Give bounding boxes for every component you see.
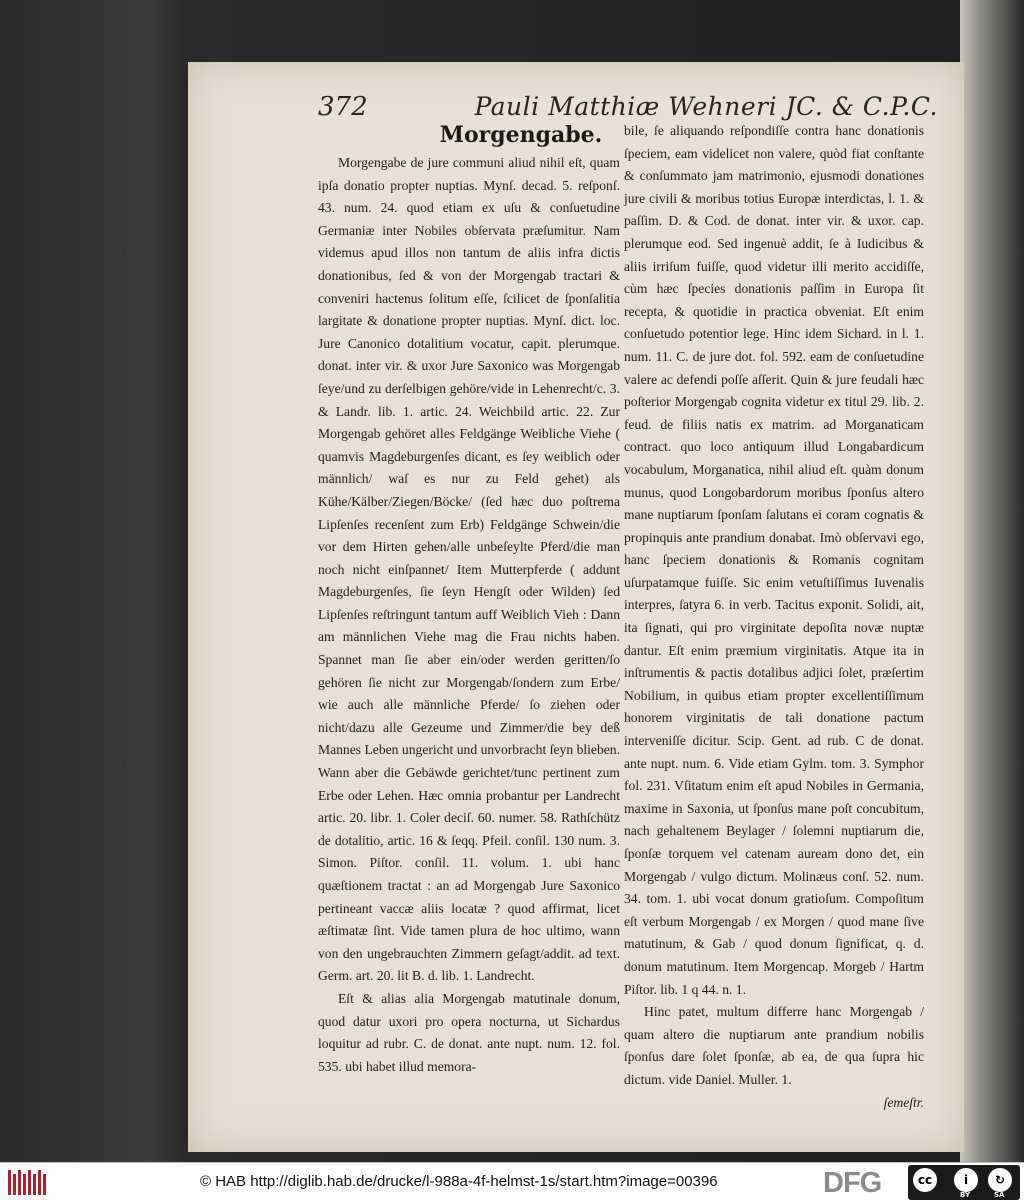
cc-icon: cc <box>913 1168 937 1192</box>
left-column <box>318 152 620 1078</box>
catchword: ſemeſtr. <box>883 1094 924 1110</box>
running-title: Pauli Matthiæ Wehneri JC. & C.P.C. <box>474 92 938 121</box>
section-title: Morgengabe. <box>439 122 603 148</box>
right-paragraph-2: Hinc patet, multum differre hanc Morgengab / quam altero die nuptiarum ante prandium nobilis ſponſus dare ſolet ſponſæ, ab ea, de qua ſupra hic dictum. vide Daniel. Muller. 1. <box>624 1004 924 1087</box>
sa-sharealike-icon: ↻ <box>988 1168 1012 1192</box>
viewer-footer <box>0 1162 1024 1202</box>
right-column <box>624 120 924 1114</box>
page-edge-shadow <box>960 0 1024 1162</box>
copyright-link[interactable]: © HAB http://diglib.hab.de/drucke/l-988a-4f-helmst-1s/start.htm?image=00396 <box>200 1173 718 1190</box>
cc-license-badge[interactable] <box>908 1165 1020 1200</box>
left-paragraph-2: Eſt & alias alia Morgengab matutinale donum, quod datur uxori pro opera nocturna, ut Sichardus loquitur ad rubr. C. de donat. ante nupt. num. 12. fol. 535. ubi habet illud memora- <box>318 990 620 1074</box>
sa-label: SA <box>994 1191 1005 1199</box>
left-paragraph-1: Morgengabe de jure communi aliud nihil eſt, quam ipſa donatio propter nuptias. Mynſ. decad. 5. reſponſ. 43. num. 24. quod etiam ex uſu & conſuetudine Germaniæ inter Nobiles obſervata præſumitur. Nam videmus apud illos non tantum de aliis infra dictis donationibus, ſed & von der Morgengab tractari & conveniri hactenus ſolitum eſſe, ſcilicet de ſponſalitia largitate & donatione propter nuptias. Mynſ. dict. loc. Jure Canonico dotalitium vocatur, capit. plerumque. donat. inter vir. & uxor Jure Saxonico was Morgengab ſeye/und zu derſelbigen gehöre/vide in Lehenrecht/c. 3. & Landr. lib. 1. artic. 24. Weichbild artic. 22. Zur Morgengab gehöret alles Feldgänge Weibliche Viehe ( quamvis Magdeburgenſes dicant, es ſey weiblich oder männlich/ waſ es nur zu Feld gehet) als Kühe/Kälber/Ziegen/Böcke/ (ſed hæc duo poſtrema Lipſenſes recenſent zum Erb) Feldgänge Schwein/die vor dem Hirten gehen/alle unbeſeylte Pferd/die man noch nicht einſpannet/ Item Mutterpferde ( addunt Magdeburgenſes, ſie ſeyn Hengſt oder Wilden) ſed Lipſenſes reſtringunt tantum auff Weiblich Vieh : Dann am männlichen Viehe mag die Frau nichts haben. Spannet man ſie aber ein/oder werden geritten/ſo gehören ſie nicht zur Morgengab/ſondern zum Erbe/ wie auch alle männliche Pferde/ ſo ziehen oder nicht/dazu alle Gezeume und Zimmer/die bey deß Mannes Leben ungericht und unvorbracht ſeyn blieben. Wann aber die Gebäwde gerichtet/tunc pertinent zum Erbe oder Lehen. Hæc omnia probantur per Landrecht artic. 20. libr. 1. Coler deciſ. 60. numer. 58. Rathſchütz de dotalitio, artic. 16 & ſeqq. Pfeil. conſil. 130 num. 3. Simon. Piſtor. conſil. 11. volum. 1. ubi hanc quæſtionem tractat : an ad Morgengab Jure Saxonico pertineant vaccæ aliis locatæ ? quod affirmat, licet æſtimatæ ſint. Vide tamen plura de hoc ultimo, wann von den ungebrauchten Zimmern geſagt/addit. ad text. Germ. art. 20. lit B. d. lib. 1. Landrecht. <box>318 155 620 984</box>
by-attribution-icon: i <box>954 1168 978 1192</box>
right-paragraph-1: bile, ſe aliquando reſpondiſſe contra hanc donationis ſpeciem, eam videlicet non valere, quòd fiat conſtante & conſummato jam matrimonio, ejusmodi donationes jure civili & moribus totius Europæ interdictas, l. 1. & paſſim. D. & Cod. de donat. inter vir. & uxor. cap. plerumque eod. Sed ingenuè addit, ſe à Iudicibus & aliis irriſum fuiſſe, quod videtur illi merito accidiſſe, cùm hæc ſpecies donationis paſſim in Europa ſit recepta, & quotidie in practica obveniat. Eſt enim conſuetudo potentior lege. Hinc idem Sichard. in l. 1. num. 11. C. de jure dot. fol. 592. eam de conſuetudine valere ac defendi poſſe aſſerit. Quin & jure feudali hæc poſterior Morgengab cognita videtur ex titul 29. lib. 2. feud. de filiis natis ex matrim. ad Morganaticam contract. quo loco antiquum illud Longabardicum vocabulum, Morganatica, nihil aliud eſt. quàm donum munus, quod Longobardorum moribus ſponſus altero mane nuptiarum ſponſam ſalutans ei coram cognatis & propinquis ante prandium donabat. Imò obſervavi ego, hanc ſpeciem donationis & Romanis cognitam uſurpatamque fuiſſe. Sic enim vetuſtiſſimus Iuvenalis interpres, ſatyra 6. in verb. Tacitus exponit. Solidi, ait, ita ſignati, qui pro virginitate depoſita novæ nuptæ dantur. Eſt enim præmium virginitatis. Atque ita in inſtrumentis & pactis dotalibus adjici ſolet, præſertim Nobilium, in quibus etiam propter excellentiſſimum honorem virginitatis de tali donatione pactum interveniſſe dicitur. Scip. Gent. ad rub. C de donat. ante nupt. num. 6. Vide etiam Gylm. tom. 3. Symphor fol. 231. Vſitatum enim eſt apud Nobiles in Germania, maxime in Saxonia, ut ſponſus mane poſt concubitum, nach gehaltenem Beylager / ſolemni nuptiarum die, ſponſæ torquem vel catenam auream dono det, ein Morgengab / vulgo dictum. Molinæus conſ. 52. num. 34. tom. 1. ubi vocat donum gratioſum. Compoſitum eſt verbum Morgengab / ex Morgen / quod mane ſive matutinum, & Gab / quod donum ſignificat, q. d. donum matutinum. Item Morgencap. Morgeb / Hartm Piſtor. lib. 1 q 44. n. 1. <box>624 123 924 997</box>
page-number: 372 <box>318 92 368 122</box>
by-label: BY <box>960 1191 971 1199</box>
dfg-logo: DFG <box>823 1167 882 1199</box>
hab-library-logo-icon <box>6 1166 50 1199</box>
